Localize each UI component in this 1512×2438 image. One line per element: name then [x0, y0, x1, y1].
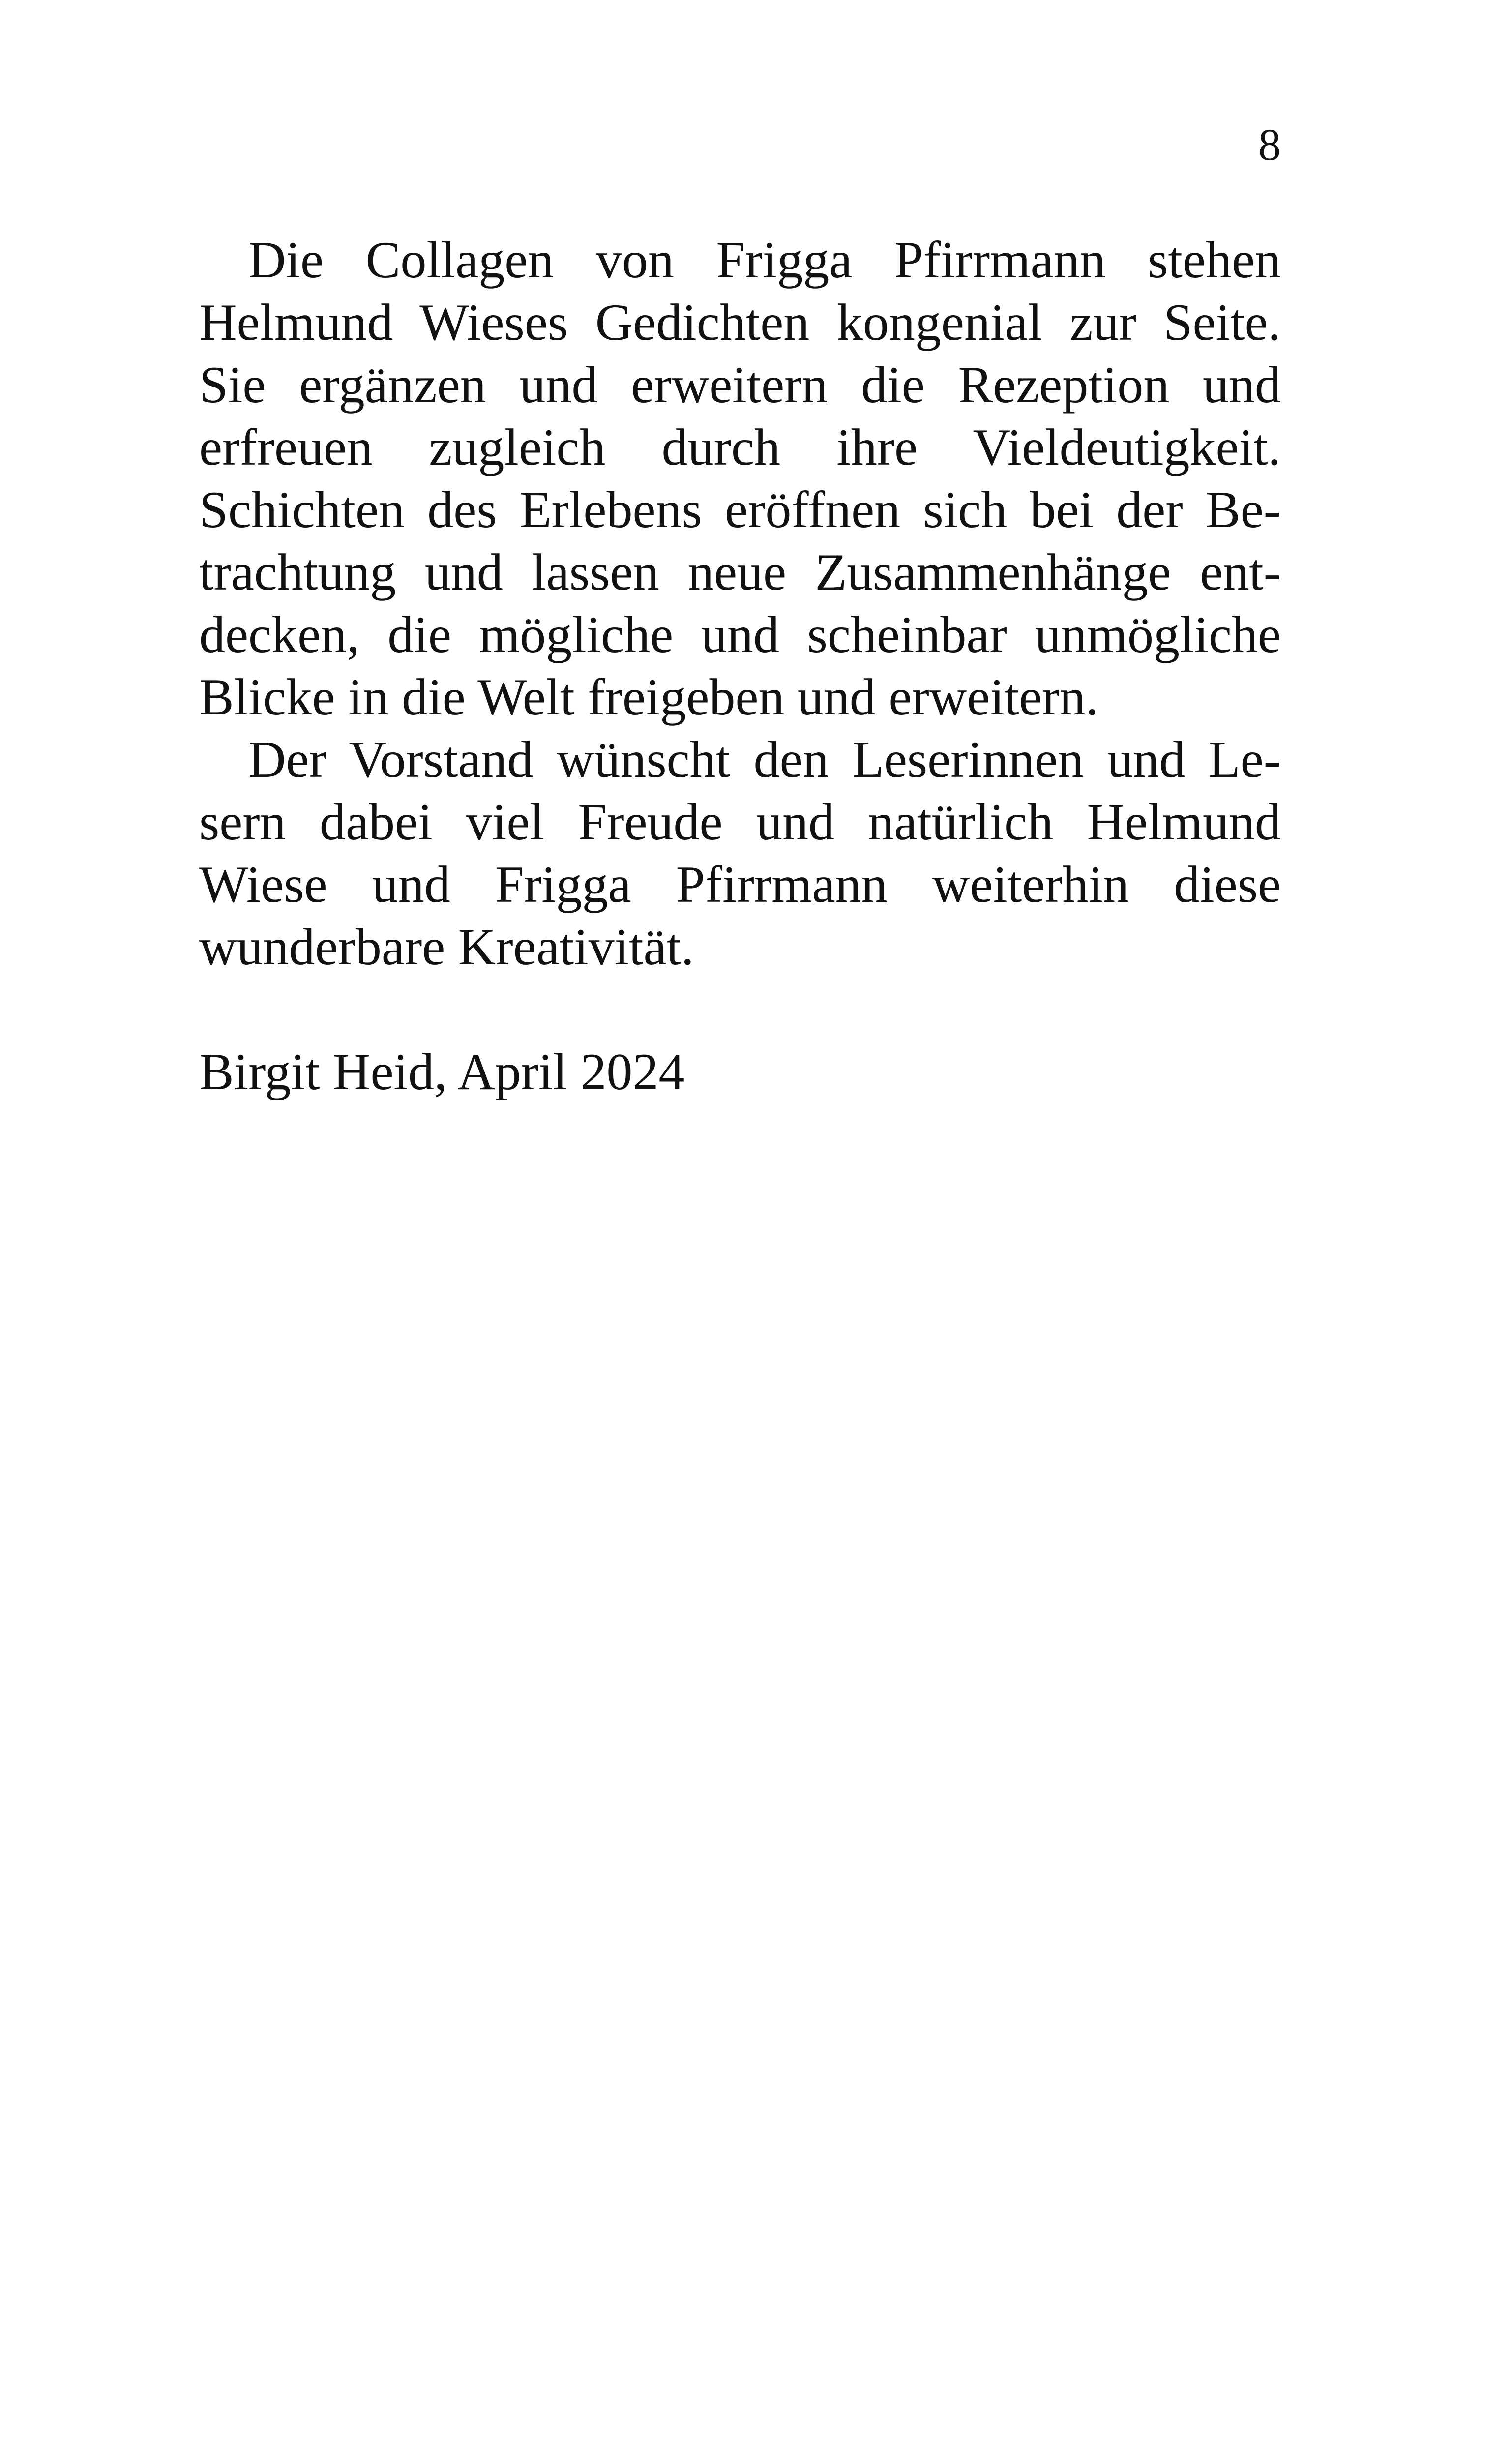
text-line: Sie ergänzen und erweitern die Rezeption und: [199, 356, 1281, 414]
text-line: Der Vorstand wünscht den Leserinnen und Le-: [248, 731, 1281, 788]
paragraph-1: [199, 229, 1281, 728]
text-line: Schichten des Erlebens eröffnen sich bei der Be-: [199, 481, 1281, 538]
text-line: wunderbare Kreativität.: [199, 918, 694, 976]
body-text: [199, 229, 1281, 1103]
paragraph-2: [199, 728, 1281, 978]
text-line: trachtung und lassen neue Zusammenhänge ent-: [199, 543, 1281, 601]
paragraph-spacer: [199, 978, 1281, 1041]
text-line: Helmund Wieses Gedichten kongenial zur Seite.: [199, 294, 1281, 351]
text-line: erfreuen zugleich durch ihre Vieldeutigkeit.: [199, 418, 1281, 476]
text-line: sern dabei viel Freude und natürlich Helmund: [199, 793, 1281, 851]
signature: Birgit Heid, April 2024: [199, 1043, 685, 1100]
text-line: Die Collagen von Frigga Pfirrmann stehen: [248, 231, 1281, 289]
text-line: decken, die mögliche und scheinbar unmögliche: [199, 606, 1281, 663]
page-number: 8: [1258, 119, 1281, 170]
text-line: Wiese und Frigga Pfirrmann weiterhin diese: [199, 856, 1281, 913]
text-line: Blicke in die Welt freigeben und erweitern.: [199, 668, 1099, 726]
